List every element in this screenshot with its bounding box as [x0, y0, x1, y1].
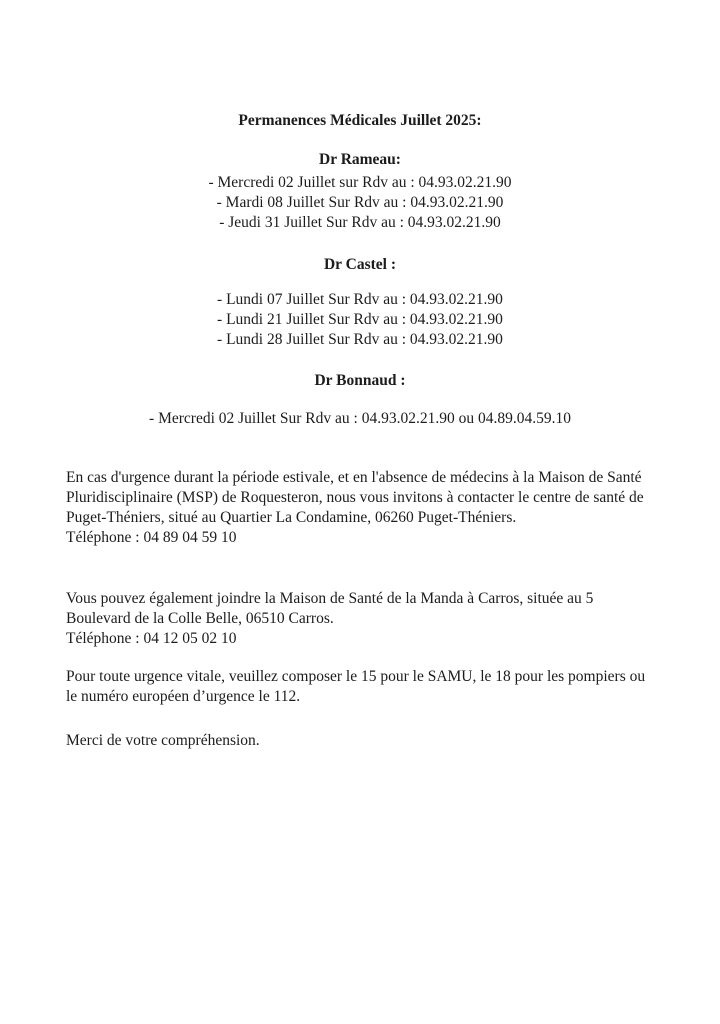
- schedule-line: - Mercredi 02 Juillet sur Rdv au : 04.93.02.21.90: [208, 174, 512, 191]
- schedule-line: - Mercredi 02 Juillet Sur Rdv au : 04.93.02.21.90 ou 04.89.04.59.10: [149, 410, 571, 427]
- doctor-section-rameau: [0, 150, 720, 233]
- page-title: Permanences Médicales Juillet 2025:: [238, 112, 482, 129]
- doctor-section-bonnaud: [0, 371, 720, 429]
- urgence-phone: Téléphone : 04 89 04 59 10: [66, 529, 237, 546]
- doctor-name: Dr Rameau:: [319, 151, 401, 168]
- merci-text: Merci de votre compréhension.: [66, 732, 260, 749]
- urgence-text: En cas d'urgence durant la période estivale, et en l'absence de médecins à la Maison de Santé Pluridisciplinaire (MSP) de Roquesteron, nous vous invitons à contacter le centre de santé de Puget-Théniers, situé au Quartier La Condamine, 06260 Puget-Théniers.: [66, 469, 644, 526]
- schedule-line: - Jeudi 31 Juillet Sur Rdv au : 04.93.02.21.90: [219, 214, 501, 231]
- manda-phone: Téléphone : 04 12 05 02 10: [66, 630, 237, 647]
- schedule-line: - Lundi 21 Juillet Sur Rdv au : 04.93.02.21.90: [217, 311, 503, 328]
- vitale-text: Pour toute urgence vitale, veuillez composer le 15 pour le SAMU, le 18 pour les pompiers ou le numéro européen d’urgence le 112.: [66, 668, 646, 705]
- merci-paragraph: [66, 731, 656, 751]
- manda-paragraph: [66, 589, 656, 649]
- doctor-name: Dr Bonnaud :: [314, 372, 406, 389]
- urgence-paragraph: [66, 468, 656, 548]
- doctor-name: Dr Castel :: [323, 256, 397, 273]
- schedule-line: - Lundi 28 Juillet Sur Rdv au : 04.93.02.21.90: [217, 331, 503, 348]
- vitale-paragraph: [66, 667, 656, 707]
- manda-text: Vous pouvez également joindre la Maison de Santé de la Manda à Carros, située au 5 Boulevard de la Colle Belle, 06510 Carros.: [66, 590, 594, 627]
- doctor-section-castel: [0, 255, 720, 350]
- schedule-line: - Mardi 08 Juillet Sur Rdv au : 04.93.02.21.90: [216, 194, 504, 211]
- schedule-line: - Lundi 07 Juillet Sur Rdv au : 04.93.02.21.90: [217, 291, 503, 308]
